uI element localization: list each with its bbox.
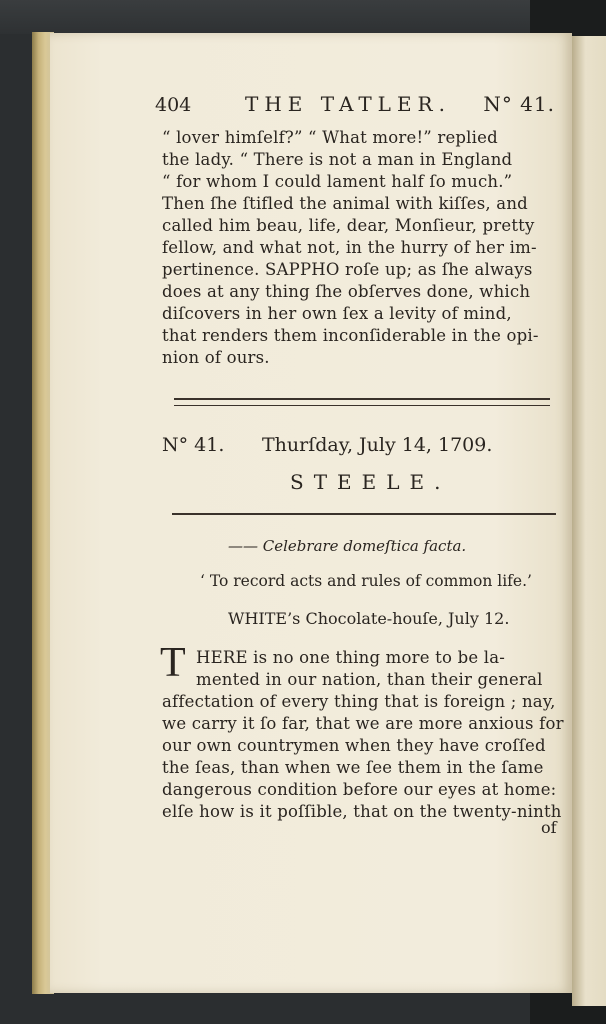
text-line: elſe how is it poſſible, that on the twenty-ninth	[162, 802, 562, 821]
motto-translation: ‘ To record acts and rules of common life.’	[200, 572, 532, 590]
issue-dateline	[162, 434, 552, 460]
text-line: dangerous condition before our eyes at home:	[162, 780, 557, 799]
text-line: fellow, and what not, in the hurry of her im-	[162, 238, 537, 257]
author-name: STEELE.	[290, 470, 451, 494]
catchword: of	[541, 818, 557, 837]
section-subhead: WHITE’s Chocolate-houſe, July 12.	[228, 609, 510, 628]
running-title: THE TATLER.	[245, 92, 451, 116]
text-line: mented in our nation, than their general	[196, 670, 543, 689]
header-issue-number: N° 41.	[483, 92, 555, 116]
text-line: “ lover himſelf?” “ What more!” replied	[162, 128, 498, 147]
facing-page-edge	[572, 36, 606, 1006]
issue-date: Thurſday, July 14, 1709.	[262, 434, 493, 456]
section-rule	[172, 513, 556, 515]
text-line: our own countrymen when they have croſſed	[162, 736, 546, 755]
scanner-backdrop	[0, 0, 606, 34]
text-line: the lady. “ There is not a man in England	[162, 150, 513, 169]
page-number: 404	[155, 94, 192, 116]
text-line: does at any thing ſhe obſerves done, which	[162, 282, 531, 301]
text-line: Then ſhe ſtifled the animal with kiſſes, and	[162, 194, 528, 213]
issue-number: N° 41.	[162, 434, 225, 456]
drop-cap: T	[160, 640, 186, 686]
text-line: called him beau, life, dear, Monſieur, pretty	[162, 216, 535, 235]
double-rule-bottom	[174, 405, 550, 406]
text-line: the ſeas, than when we ſee them in the ſame	[162, 758, 544, 777]
double-rule-top	[174, 398, 550, 400]
text-line: we carry it ſo far, that we are more anxious for	[162, 714, 564, 733]
latin-motto: —— Celebrare domeſtica facta.	[228, 537, 467, 555]
text-line: that renders them inconſiderable in the opi-	[162, 326, 539, 345]
text-line: “ for whom I could lament half ſo much.”	[162, 172, 513, 191]
text-line: affectation of every thing that is foreign ; nay,	[162, 692, 556, 711]
text-line: HERE is no one thing more to be la-	[196, 648, 506, 667]
text-line: pertinence. SAPPHO roſe up; as ſhe always	[162, 260, 533, 279]
text-line: nion of ours.	[162, 348, 270, 367]
text-line: diſcovers in her own ſex a levity of mind,	[162, 304, 512, 323]
running-header	[155, 92, 555, 122]
